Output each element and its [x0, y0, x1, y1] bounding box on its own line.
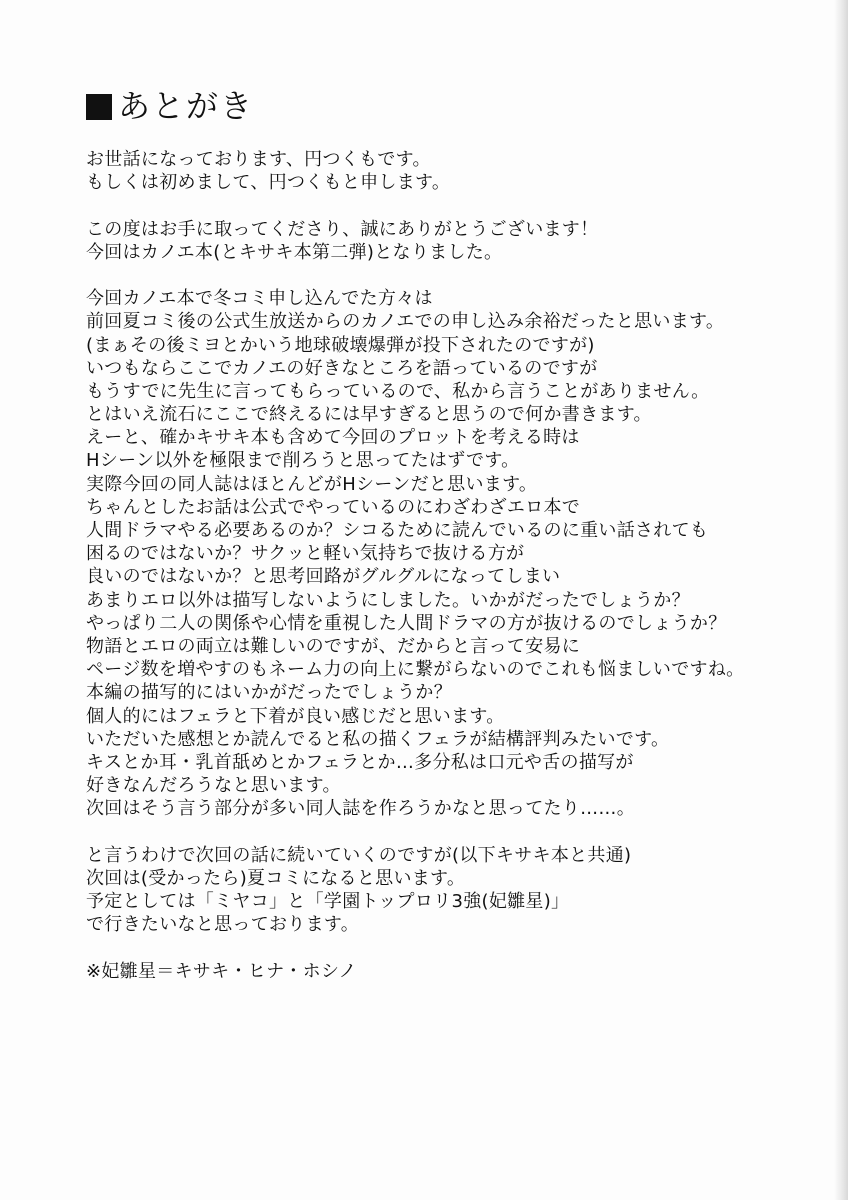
text-line: やっぱり二人の関係や心情を重視した人間ドラマの方が抜けるのでしょうか？ [86, 612, 727, 634]
text-line: キスとか耳・乳首舐めとかフェラとか…多分私は口元や舌の描写が [86, 751, 634, 773]
text-line: この度はお手に取ってくださり、誠にありがとうございます！ [86, 218, 599, 240]
text-line: 良いのではないか？と思考回路がグルグルになってしまい [86, 566, 561, 588]
text-line: (まぁその後ミヨとかいう地球破壊爆弾が投下されたのですが) [86, 334, 595, 356]
text-line: と言うわけで次回の話に続いていくのですが(以下キサキ本と共通) [86, 844, 632, 866]
text-line: お世話になっております、円つくもです。 [86, 149, 431, 170]
text-line: 困るのではないか？サクッと軽い気持ちで抜ける方が [86, 543, 525, 565]
text-line: 今回はカノエ本(とキサキ本第二弾)となりました。 [86, 241, 503, 263]
paragraph-gap [86, 264, 806, 287]
text-line: とはいえ流石にここで終えるには早すぎると思うので何か書きます。 [86, 404, 652, 426]
page-title [86, 86, 254, 126]
page-title-text: あとがき [118, 87, 255, 125]
text-line: 個人的にはフェラと下着が良い感じだと思います。 [86, 705, 505, 727]
paragraph-gap [86, 820, 806, 843]
black-square-icon [86, 94, 112, 120]
text-line: えーと、確かキサキ本も含めて今回のプロットを考える時は [86, 427, 580, 449]
text-line: で行きたいなと思っております。 [86, 914, 360, 936]
text-line: 人間ドラマやる必要あるのか？シコるために読んでいるのに重い話されても [86, 520, 709, 541]
text-line: 予定としては「ミヤコ」と「学園トップロリ3強(妃雛星)」 [86, 891, 570, 912]
footnote-line: ※妃雛星＝キサキ・ヒナ・ホシノ [86, 960, 357, 982]
text-line: 今回カノエ本で冬コミ申し込んでた方々は [86, 288, 433, 310]
text-line: ページ数を増やすのもネーム力の向上に繋がらないのでこれも悩ましいですね。 [86, 659, 745, 681]
text-line: 本編の描写的にはいかがだったでしょうか？ [86, 682, 452, 704]
paragraph-gap [86, 194, 806, 217]
text-line: あまりエロ以外は描写しないようにしました。いかがだったでしょうか？ [86, 589, 690, 611]
text-line: いただいた感想とか読んでると私の描くフェラが結構評判みたいです。 [86, 728, 670, 750]
afterword-body [86, 148, 806, 983]
text-line: もうすでに先生に言ってもらっているので、私から言うことがありません。 [86, 380, 710, 402]
text-line: 次回はそう言う部分が多い同人誌を作ろうかなと思ってたり……。 [86, 798, 635, 820]
text-line: 物語とエロの両立は難しいのですが、だからと言って安易に [86, 635, 581, 657]
text-line: ちゃんとしたお話は公式でやっているのにわざわざエロ本で [86, 496, 581, 518]
text-line: 好きなんだろうなと思います。 [86, 775, 341, 797]
text-line: 次回は(受かったら)夏コミになると思います。 [86, 867, 466, 889]
text-line: Hシーン以外を極限まで削ろうと思ってたはずです。 [86, 450, 520, 472]
text-line: 実際今回の同人誌はほとんどがHシーンだと思います。 [86, 473, 538, 495]
text-line: いつもならここでカノエの好きなところを語っているのですが [86, 357, 598, 379]
page-edge-shadow [834, 0, 848, 1200]
paragraph-gap [86, 936, 806, 959]
text-line: 前回夏コミ後の公式生放送からのカノエでの申し込み余裕だったと思います。 [86, 311, 725, 333]
text-line: もしくは初めまして、円つくもと申します。 [86, 172, 451, 194]
